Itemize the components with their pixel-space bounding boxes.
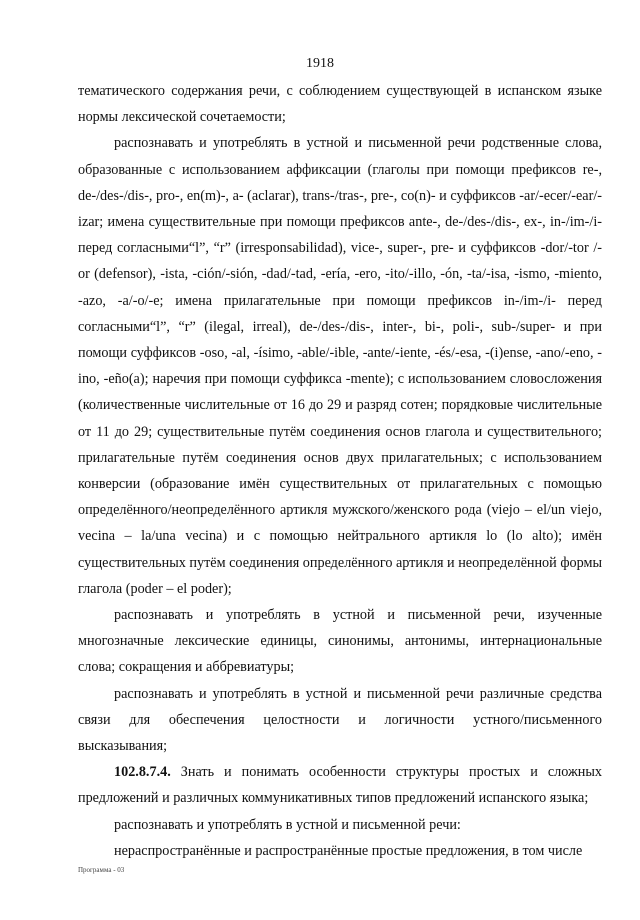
section-text: Знать и понимать особенности структуры простых и сложных предложений и различных коммуникативных типов предложений испанского языка; [78,764,602,807]
section-number: 102.8.7.4. [114,764,171,781]
paragraph-5 [78,759,602,811]
page-footer: Программа - 03 [78,866,125,874]
page-number: 1918 [306,56,334,71]
paragraph-7: нераспространённые и распространённые простые предложения, в том числе [114,842,583,859]
paragraph-4: распознавать и употреблять в устной и письменной речи различные средства связи для обеспечения целостности и логичности устного/письменного высказывания; [78,685,602,755]
paragraph-3: распознавать и употреблять в устной и письменной речи, изученные многозначные лексические единицы, синонимы, антонимы, интернациональные слова; сокращения и аббревиатуры; [78,607,602,676]
paragraph-2: распознавать и употреблять в устной и письменной речи родственные слова, образованные с использованием аффиксации (глаголы при помощи префиксов re-, de-/des-/dis-, pro-, en(m)-, a- (aclarar), trans-/tras-, pre-, co(n)- и суффиксов -ar/-ecer/-ear/-izar; имена существительные при помощи префиксов ante-, de-/des-/dis-, ex-, in-/im-/i- перед согласными“l”, “r” (irresponsabilidad), vice-, super-, pre- и суффиксов -dor/-tor /-or (defensor), -ista, -ción/-sión, -dad/-tad, -ería, -ero, -ito/-illo, -ón, -ta/-isa, -ismo, -miento, -azo, -a/-o/-e; имена прилагательные при помощи префиксов in-/im-/i- перед согласными“l”, “r” (ilegal, irreal), de-/des-/dis-, inter-, bi-, poli-, sub-/super- и при помощи суффиксов -oso, -al, -ísimo, -able/-ible, -ante/-iente, -és/-esa, -(i)ense, -ano/-eno, -ino, -eño(a); наречия при помощи суффикса -mente); с использованием словосложения (количественные числительные от 16 до 29 и разряд сотен; порядковые числительные от 11 до 29; существительные путём соединения основ глагола и существительного; прилагательные путём соединения основ двух прилагательных; с использованием конверсии (образование имён существительных от прилагательных с помощью определённого/неопределённого артикля мужского/женского рода (viejo – el/un viejo, vecina – la/una vecina) и с помощью нейтрального артикля lo (lo alto); имён существительных путём соединения определённого артикля и неопределённой формы глагола (poder – el poder); [78,135,602,597]
paragraph-6: распознавать и употреблять в устной и письменной речи: [114,816,461,833]
body-text [78,78,602,864]
paragraph-1: тематического содержания речи, с соблюдением существующей в испанском языке нормы лексической сочетаемости; [78,83,602,126]
